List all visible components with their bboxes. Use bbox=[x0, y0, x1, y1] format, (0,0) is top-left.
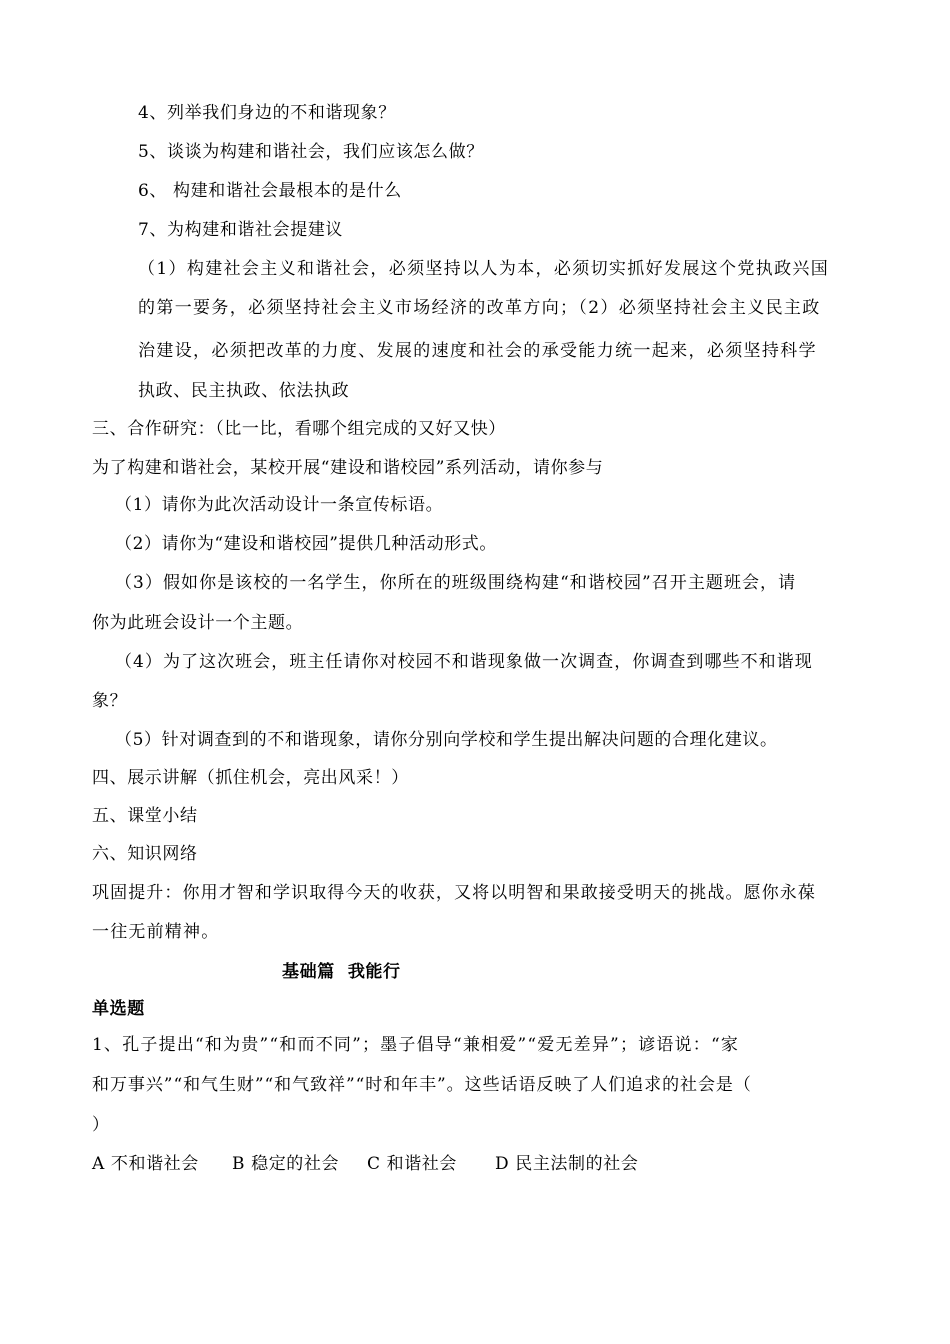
question-5: 5、谈谈为构建和谐社会，我们应该怎么做？ bbox=[138, 142, 484, 162]
question-type-label: 单选题 bbox=[92, 999, 145, 1019]
question-6: 6、 构建和谐社会最根本的是什么 bbox=[138, 181, 402, 201]
section-3-item-2: （2）请你为“建设和谐校园”提供几种活动形式。 bbox=[115, 534, 497, 554]
consolidate-line-1: 巩固提升：你用才智和学识取得今天的收获，又将以明智和果敢接受明天的挑战。愿你永葆 bbox=[92, 883, 816, 903]
mcq-1-options bbox=[92, 1153, 638, 1175]
section-3-item-3-line-1: （3）假如你是该校的一名学生，你所在的班级围绕构建“和谐校园”召开主题班会，请 bbox=[115, 573, 797, 593]
question-7: 7、为构建和谐社会提建议 bbox=[138, 220, 344, 240]
mcq-1-line-1: 1、孔子提出“和为贵”“和而不同”；墨子倡导“兼相爱”“爱无差异”；谚语说：“家 bbox=[92, 1035, 740, 1055]
answer-line-3: 治建设，必须把改革的力度、发展的速度和社会的承受能力统一起来，必须坚持科学 bbox=[138, 341, 817, 361]
basic-section-title: 基础篇 我能行 bbox=[282, 962, 401, 982]
option-c[interactable]: C 和谐社会 bbox=[367, 1154, 458, 1174]
answer-line-4: 执政、民主执政、依法执政 bbox=[138, 381, 350, 401]
option-d[interactable]: D 民主法制的社会 bbox=[495, 1154, 639, 1174]
section-3-item-3-line-2: 你为此班会设计一个主题。 bbox=[92, 613, 304, 633]
question-4: 4、列举我们身边的不和谐现象？ bbox=[138, 103, 396, 123]
option-b[interactable]: B 稳定的社会 bbox=[232, 1154, 340, 1174]
mcq-1-line-2: 和万事兴”“和气生财”“和气致祥”“时和年丰”。这些话语反映了人们追求的社会是（ bbox=[92, 1075, 752, 1095]
section-3-item-5: （5）针对调查到的不和谐现象，请你分别向学校和学生提出解决问题的合理化建议。 bbox=[115, 730, 778, 750]
section-4-heading: 四、展示讲解（抓住机会，亮出风采！） bbox=[92, 768, 409, 788]
consolidate-line-2: 一往无前精神。 bbox=[92, 922, 220, 942]
section-3-item-4-line-2: 象？ bbox=[92, 691, 128, 711]
answer-line-2: 的第一要务，必须坚持社会主义市场经济的改革方向；（2）必须坚持社会主义民主政 bbox=[138, 298, 821, 318]
answer-line-1: （1）构建社会主义和谐社会，必须坚持以人为本，必须切实抓好发展这个党执政兴国 bbox=[138, 259, 830, 279]
option-a[interactable]: A 不和谐社会 bbox=[92, 1154, 199, 1174]
section-5-heading: 五、课堂小结 bbox=[92, 806, 198, 826]
section-3-heading: 三、合作研究：（比一比，看哪个组完成的又好又快） bbox=[92, 419, 506, 439]
section-3-item-1: （1）请你为此次活动设计一条宣传标语。 bbox=[115, 495, 444, 515]
section-6-heading: 六、知识网络 bbox=[92, 844, 198, 864]
mcq-1-line-3: ） bbox=[92, 1115, 110, 1135]
section-3-intro: 为了构建和谐社会，某校开展“建设和谐校园”系列活动，请你参与 bbox=[92, 458, 604, 478]
section-3-item-4-line-1: （4）为了这次班会，班主任请你对校园不和谐现象做一次调查，你调查到哪些不和谐现 bbox=[115, 652, 813, 672]
